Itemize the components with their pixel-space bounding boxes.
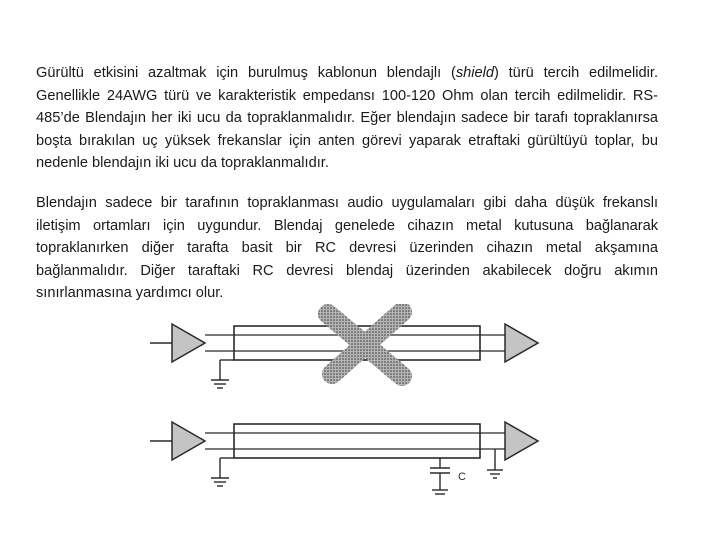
driver-amplifier-bottom (172, 422, 205, 460)
receiver-amplifier-top (505, 324, 538, 362)
paragraph-1-text-end: ) türü tercih edilmelidir. Genellikle 24AWG türü ve karakteristik empedansı 100-120 Ohm olan tercih edilmelidir. RS-485’de Blendajın her iki ucu da topraklanmalıdır. Eğer blendajın sadece bir tarafı topraklanırsa boşta bırakılan uç yüksek frekanslar için anten görevi yaparak etraftaki gürültüyü toplar, bu nedenle blendajın iki ucu da topraklanmalıdır. (36, 65, 658, 171)
capacitor-label: C (458, 471, 466, 483)
paragraph-shield-grounding (36, 62, 658, 175)
shield-grounding-diagram (150, 304, 550, 504)
ground-right-bottom (487, 449, 503, 478)
receiver-amplifier-bottom (505, 422, 538, 460)
cable-shield-bottom (234, 424, 480, 458)
paragraph-single-end-grounding: Blendajın sadece bir tarafının topraklanması audio uygulamaları gibi daha düşük frekanslı iletişim ortamları için uygundur. Blendaj genelede cihazın metal kutusuna bağlanarak topraklanırken diğer tarafta basit bir RC devresi üzerinden cihazın metal akşamına bağlanmalıdır. Diğer taraftaki RC devresi blendaj üzerinden akabilecek doğru akımın sınırlanmasına yardımcı olur. (36, 195, 658, 301)
circuit-rc-grounded (150, 422, 538, 494)
shield-term: shield (455, 65, 494, 81)
twisted-pair-bottom (205, 433, 505, 449)
circuit-one-end-grounded (150, 312, 538, 388)
paragraph-1-text-start: Gürültü etkisini azaltmak için burulmuş kablonun blendajlı ( (36, 65, 456, 81)
ground-left-top (211, 360, 234, 388)
ground-left-bottom (211, 458, 234, 486)
rc-circuit (430, 458, 450, 494)
driver-amplifier-top (172, 324, 205, 362)
cross-out-mark (328, 312, 402, 376)
